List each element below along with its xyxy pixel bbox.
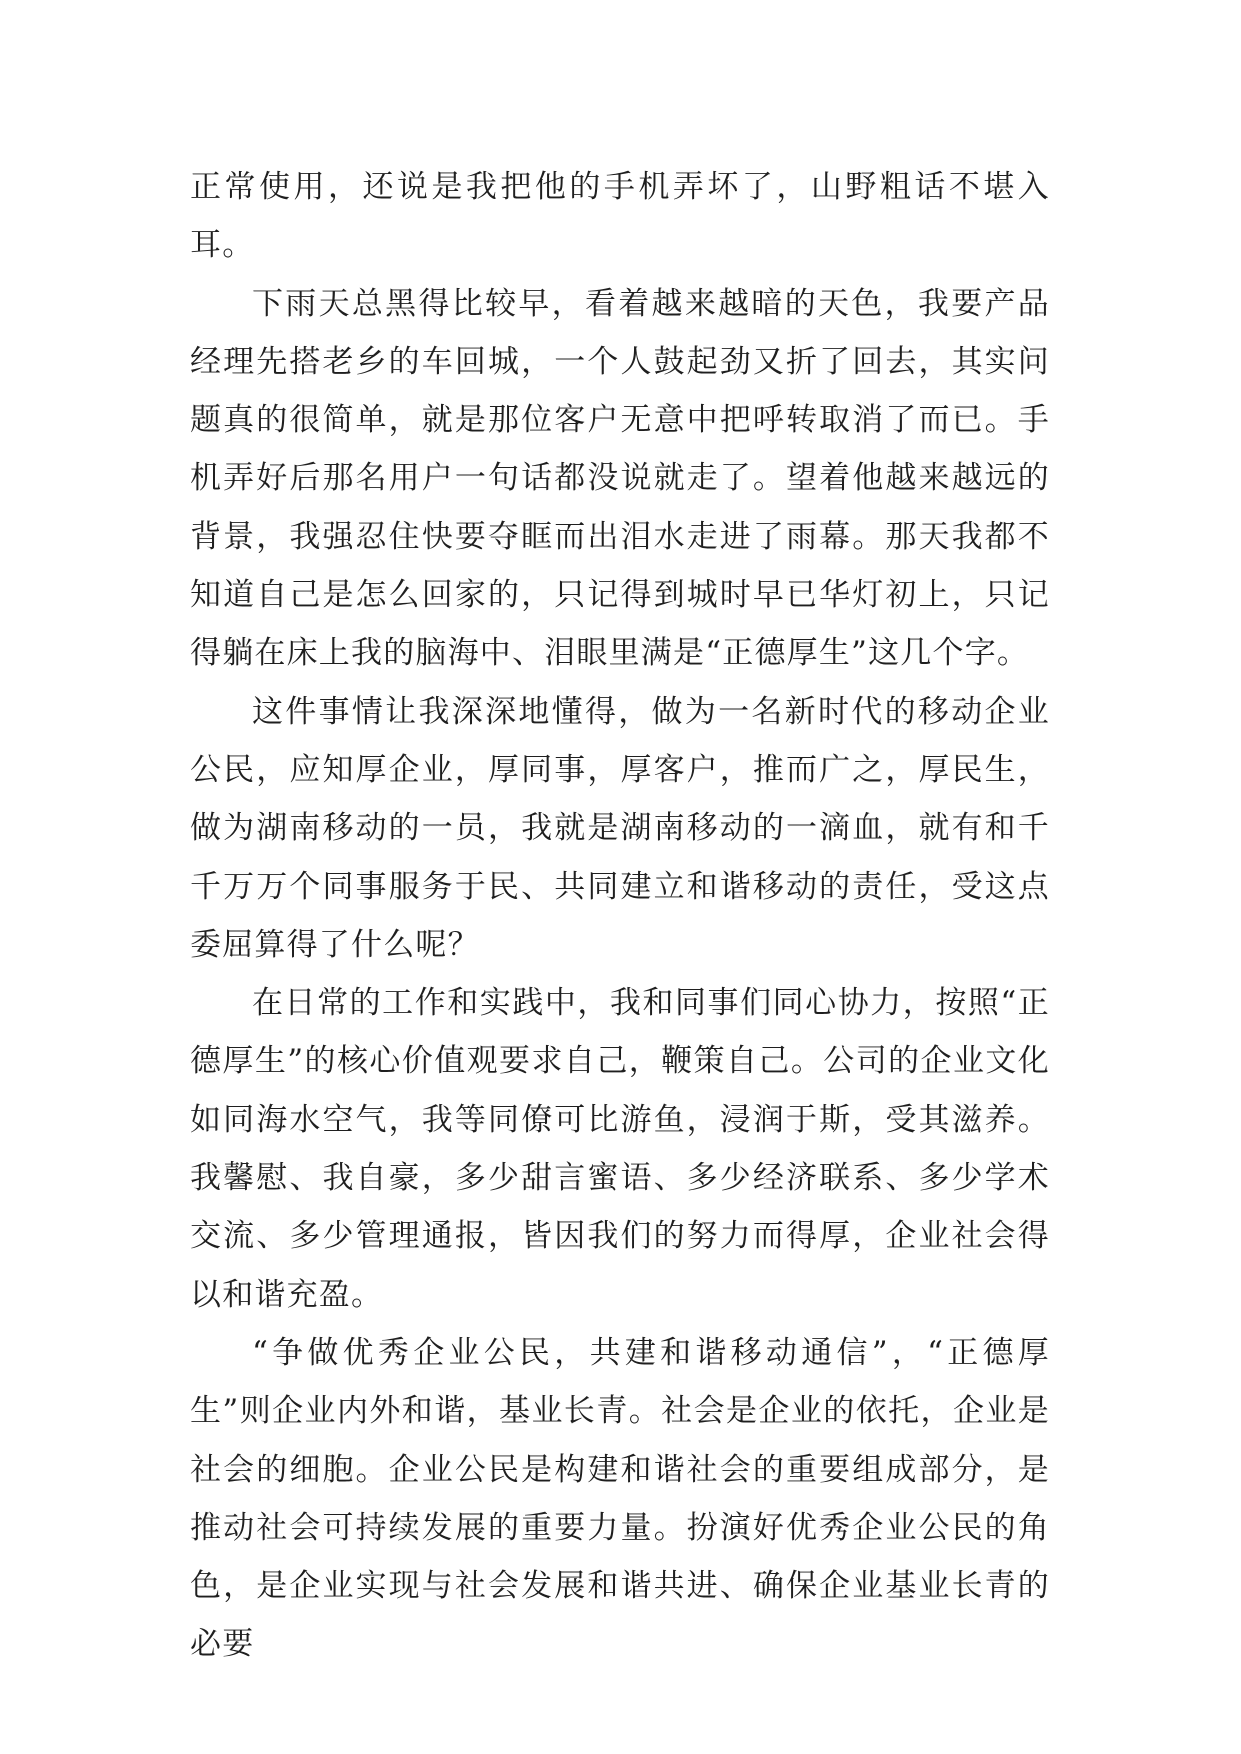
document-body	[190, 158, 1050, 1674]
paragraph-1: 正常使用，还说是我把他的手机弄坏了，山野粗话不堪入耳。	[190, 169, 1050, 264]
paragraph-4: 在日常的工作和实践中，我和同事们同心协力，按照“正德厚生”的核心价值观要求自己，鞭策自己。公司的企业文化如同海水空气，我等同僚可比游鱼，浸润于斯，受其滋养。我馨慰、我自豪，多少甜言蜜语、多少经济联系、多少学术交流、多少管理通报，皆因我们的努力而得厚，企业社会得以和谐充盈。	[190, 985, 1050, 1313]
paragraph-2: 下雨天总黑得比较早，看着越来越暗的天色，我要产品经理先搭老乡的车回城，一个人鼓起劲又折了回去，其实问题真的很简单，就是那位客户无意中把呼转取消了而已。手机弄好后那名用户一句话都没说就走了。望着他越来越远的背景，我强忍住快要夺眶而出泪水走进了雨幕。那天我都不知道自己是怎么回家的，只记得到城时早已华灯初上，只记得躺在床上我的脑海中、泪眼里满是“正德厚生”这几个字。	[190, 285, 1050, 672]
paragraph-3: 这件事情让我深深地懂得，做为一名新时代的移动企业公民，应知厚企业，厚同事，厚客户，推而广之，厚民生，做为湖南移动的一员，我就是湖南移动的一滴血，就有和千千万万个同事服务于民、共同建立和谐移动的责任，受这点委屈算得了什么呢？	[190, 693, 1050, 963]
paragraph-5: “争做优秀企业公民，共建和谐移动通信”，“正德厚生”则企业内外和谐，基业长青。社会是企业的依托，企业是社会的细胞。企业公民是构建和谐社会的重要组成部分，是推动社会可持续发展的重要力量。扮演好优秀企业公民的角色，是企业实现与社会发展和谐共进、确保企业基业长青的必要	[190, 1334, 1050, 1663]
